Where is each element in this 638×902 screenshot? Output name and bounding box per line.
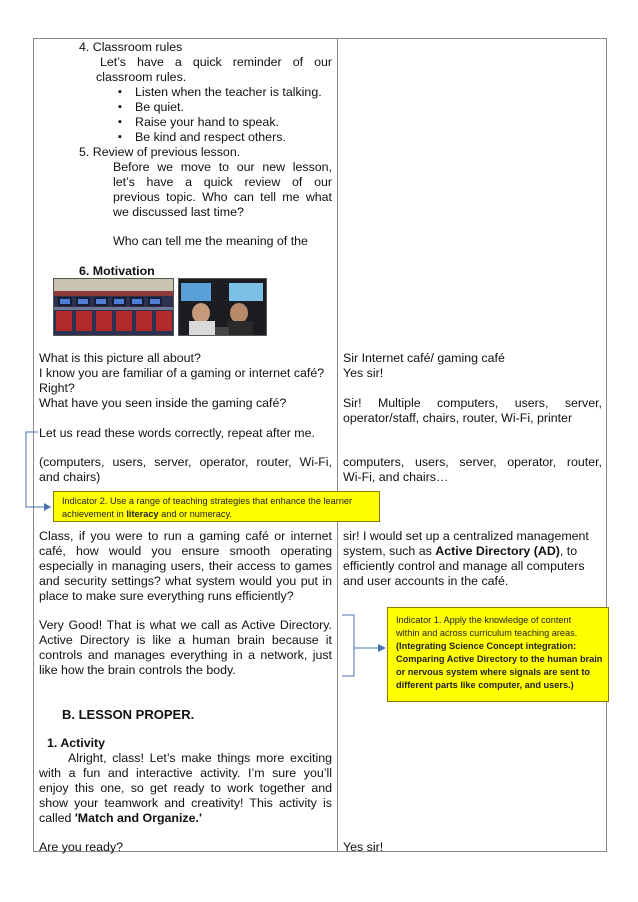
item5-title: 5. Review of previous lesson. (79, 145, 241, 159)
answer-system: and user accounts in the café. (343, 574, 509, 588)
column-divider (337, 38, 338, 852)
item5-line: Before we move to our new lesson, (113, 160, 332, 174)
answer-seen: Sir! Multiple computers, users, server, (343, 396, 602, 410)
callout-line: achievement in literacy and or numeracy. (62, 509, 232, 519)
item5-meaning: Who can tell me the meaning of the (113, 234, 308, 248)
answer-system: system, such as Active Directory (AD), to (343, 544, 578, 558)
callout-line: (Integrating Science Concept integration: (396, 641, 577, 651)
class-question: especially in managing users, their access to games (39, 559, 332, 573)
question-familiar: I know you are familiar of a gaming or internet café? (39, 366, 325, 380)
words-list: and chairs) (39, 470, 101, 484)
activity-text: with a fun and interactive activity. I’m sure you’ll (39, 766, 332, 780)
rule-item: ▪ Raise your hand to speak. (135, 115, 279, 130)
indicator-2-callout (53, 491, 380, 522)
item4-intro-line: Let’s have a quick reminder of our (100, 55, 332, 69)
answer-words: Wi-Fi, and chairs… (343, 470, 449, 484)
ad-explanation: Active Directory is like a human brain because it (39, 633, 332, 647)
item5-line: let’s have a quick review of our (113, 175, 332, 189)
answer-ready: Yes sir! (343, 840, 384, 854)
question-seen: What have you seen inside the gaming café? (39, 396, 287, 410)
class-question: Class, if you were to run a gaming café or internet (39, 529, 332, 543)
callout-line: different parts like computer, and users.) (396, 680, 574, 690)
item5-line: previous topic. Who can tell me what (113, 190, 332, 204)
item4-title: 4. Classroom rules (79, 40, 183, 54)
indicator-1-callout (387, 607, 609, 702)
answer-seen: operator/staff, chairs, router, Wi-Fi, printer (343, 411, 573, 425)
class-question: place to make sure everything runs efficiently? (39, 589, 294, 603)
activity-text: show your teamwork and creativity! This activity is (39, 796, 332, 810)
rule-item: ▪ Be quiet. (135, 100, 184, 115)
answer-system: sir! I would set up a centralized management (343, 529, 589, 543)
activity-text: enjoy this one, so get ready to work together and (39, 781, 332, 795)
answer-system: efficiently control and manage all computers (343, 559, 585, 573)
gamers-photo (178, 278, 267, 336)
activity-text: Alright, class! Let’s make things more exciting (68, 751, 332, 765)
answer-picture: Sir Internet café/ gaming café (343, 351, 505, 365)
item5-line: we discussed last time? (113, 205, 244, 219)
item6-title: 6. Motivation (79, 264, 155, 278)
callout-line: within and across curriculum teaching areas. (396, 628, 578, 638)
question-picture: What is this picture all about? (39, 351, 201, 365)
indicator-1-connector (340, 612, 390, 692)
words-list: (computers, users, server, operator, router, Wi-Fi, (39, 455, 332, 469)
ad-explanation: Very Good! That is what we call as Active Directory. (39, 618, 332, 632)
question-familiar: Right? (39, 381, 75, 395)
answer-words: computers, users, server, operator, router, (343, 455, 602, 469)
callout-line: or nervous system where signals are sent to (396, 667, 591, 677)
ad-explanation: like how the brain controls the body. (39, 663, 236, 677)
gaming-cafe-photo (53, 278, 174, 336)
class-question: café, how would you ensure smooth operating (39, 544, 332, 558)
callout-line: Indicator 1. Apply the knowledge of content (396, 615, 572, 625)
item4-intro-line: classroom rules. (96, 70, 187, 84)
activity-text: called 'Match and Organize.' (39, 811, 202, 825)
ad-explanation: controls and manages everything in a network, just (39, 648, 332, 662)
indicator-2-connector (20, 430, 80, 520)
rule-item: ▪ Listen when the teacher is talking. (135, 85, 322, 100)
lesson-proper-heading: B. LESSON PROPER. (62, 707, 195, 722)
class-question: and security settings? what system would you put in (39, 574, 332, 588)
activity-heading: 1. Activity (47, 736, 106, 750)
answer-yes: Yes sir! (343, 366, 384, 380)
are-you-ready: Are you ready? (39, 840, 124, 854)
callout-line: Comparing Active Directory to the human brain (396, 654, 603, 664)
read-words-instruction: Let us read these words correctly, repeat after me. (39, 426, 315, 440)
rule-item: ▪ Be kind and respect others. (135, 130, 286, 145)
callout-line: Indicator 2. Use a range of teaching strategies that enhance the learner (62, 496, 353, 506)
